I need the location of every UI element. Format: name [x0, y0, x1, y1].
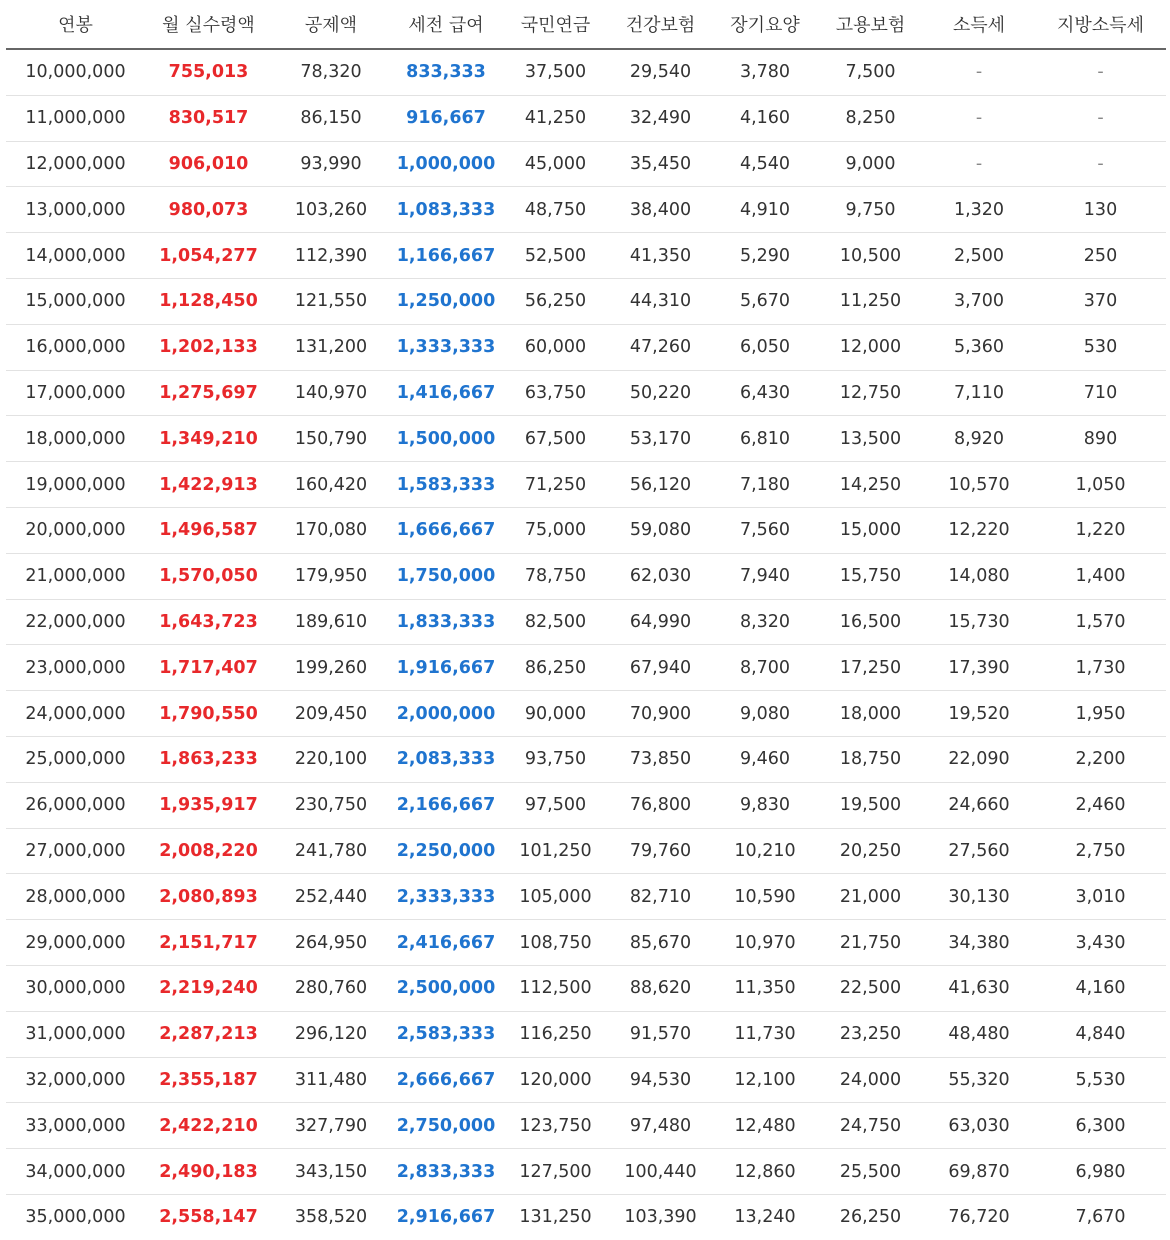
- local-income-tax-cell: 1,220: [1035, 507, 1166, 553]
- table-row: [6, 1057, 1166, 1103]
- monthly-net-pay-cell: 1,275,697: [145, 370, 272, 416]
- employment-insurance-cell: 15,000: [818, 507, 923, 553]
- long-term-care-cell: 12,860: [712, 1149, 818, 1195]
- local-income-tax-cell: 6,300: [1035, 1103, 1166, 1149]
- income-tax-cell: 22,090: [923, 736, 1035, 782]
- local-income-tax-cell: 4,840: [1035, 1011, 1166, 1057]
- gross-pay-cell: 2,583,333: [390, 1011, 502, 1057]
- local-income-tax-cell: 250: [1035, 233, 1166, 279]
- long-term-care-cell: 6,810: [712, 416, 818, 462]
- income-tax-cell: 7,110: [923, 370, 1035, 416]
- monthly-net-pay-cell: 2,008,220: [145, 828, 272, 874]
- long-term-care-cell: 4,540: [712, 141, 818, 187]
- local-income-tax-cell: -: [1035, 95, 1166, 141]
- gross-pay-cell: 1,500,000: [390, 416, 502, 462]
- table-header: [6, 0, 1166, 49]
- income-tax-cell: 34,380: [923, 920, 1035, 966]
- monthly-net-pay-cell: 2,355,187: [145, 1057, 272, 1103]
- monthly-net-pay-cell: 755,013: [145, 49, 272, 95]
- income-tax-cell: -: [923, 95, 1035, 141]
- header-annual-salary: 연봉: [6, 0, 145, 49]
- table-row: [6, 1011, 1166, 1057]
- gross-pay-cell: 1,000,000: [390, 141, 502, 187]
- income-tax-cell: 12,220: [923, 507, 1035, 553]
- deductions-cell: 93,990: [272, 141, 390, 187]
- deductions-cell: 241,780: [272, 828, 390, 874]
- monthly-net-pay-cell: 1,790,550: [145, 691, 272, 737]
- deductions-cell: 343,150: [272, 1149, 390, 1195]
- long-term-care-cell: 10,590: [712, 874, 818, 920]
- deductions-cell: 209,450: [272, 691, 390, 737]
- employment-insurance-cell: 8,250: [818, 95, 923, 141]
- health-insurance-cell: 73,850: [609, 736, 712, 782]
- deductions-cell: 131,200: [272, 324, 390, 370]
- national-pension-cell: 45,000: [502, 141, 609, 187]
- national-pension-cell: 60,000: [502, 324, 609, 370]
- table-row: [6, 416, 1166, 462]
- header-monthly-net-pay: 월 실수령액: [145, 0, 272, 49]
- table-row: [6, 95, 1166, 141]
- income-tax-cell: 30,130: [923, 874, 1035, 920]
- health-insurance-cell: 97,480: [609, 1103, 712, 1149]
- national-pension-cell: 116,250: [502, 1011, 609, 1057]
- gross-pay-cell: 1,250,000: [390, 278, 502, 324]
- annual-salary-cell: 29,000,000: [6, 920, 145, 966]
- table-row: [6, 736, 1166, 782]
- health-insurance-cell: 35,450: [609, 141, 712, 187]
- health-insurance-cell: 56,120: [609, 462, 712, 508]
- long-term-care-cell: 7,940: [712, 553, 818, 599]
- national-pension-cell: 78,750: [502, 553, 609, 599]
- annual-salary-cell: 11,000,000: [6, 95, 145, 141]
- gross-pay-cell: 2,416,667: [390, 920, 502, 966]
- employment-insurance-cell: 9,000: [818, 141, 923, 187]
- deductions-cell: 150,790: [272, 416, 390, 462]
- long-term-care-cell: 9,080: [712, 691, 818, 737]
- health-insurance-cell: 47,260: [609, 324, 712, 370]
- local-income-tax-cell: 4,160: [1035, 965, 1166, 1011]
- annual-salary-cell: 24,000,000: [6, 691, 145, 737]
- deductions-cell: 199,260: [272, 645, 390, 691]
- long-term-care-cell: 12,480: [712, 1103, 818, 1149]
- table-row: [6, 187, 1166, 233]
- health-insurance-cell: 82,710: [609, 874, 712, 920]
- annual-salary-cell: 16,000,000: [6, 324, 145, 370]
- monthly-net-pay-cell: 1,422,913: [145, 462, 272, 508]
- deductions-cell: 121,550: [272, 278, 390, 324]
- local-income-tax-cell: -: [1035, 49, 1166, 95]
- income-tax-cell: 48,480: [923, 1011, 1035, 1057]
- employment-insurance-cell: 16,500: [818, 599, 923, 645]
- gross-pay-cell: 1,833,333: [390, 599, 502, 645]
- deductions-cell: 78,320: [272, 49, 390, 95]
- table-row: [6, 874, 1166, 920]
- local-income-tax-cell: -: [1035, 141, 1166, 187]
- long-term-care-cell: 7,180: [712, 462, 818, 508]
- monthly-net-pay-cell: 2,558,147: [159, 1207, 258, 1228]
- long-term-care-cell: 3,780: [712, 49, 818, 95]
- gross-pay-cell: 1,666,667: [390, 507, 502, 553]
- local-income-tax-cell: 370: [1035, 278, 1166, 324]
- monthly-net-pay-cell: 1,643,723: [145, 599, 272, 645]
- local-income-tax-cell: 2,750: [1035, 828, 1166, 874]
- deductions-cell: 86,150: [272, 95, 390, 141]
- income-tax-cell: -: [923, 141, 1035, 187]
- employment-insurance-cell: 25,500: [818, 1149, 923, 1195]
- local-income-tax-cell: 1,570: [1035, 599, 1166, 645]
- annual-salary-cell: 33,000,000: [6, 1103, 145, 1149]
- national-pension-cell: 123,750: [502, 1103, 609, 1149]
- local-income-tax-cell: 890: [1035, 416, 1166, 462]
- employment-insurance-cell: 22,500: [818, 965, 923, 1011]
- deductions-cell: 252,440: [272, 874, 390, 920]
- health-insurance-cell: 67,940: [609, 645, 712, 691]
- annual-salary-cell: 12,000,000: [6, 141, 145, 187]
- employment-insurance-cell: 18,000: [818, 691, 923, 737]
- table-row: [6, 324, 1166, 370]
- health-insurance-cell: 29,540: [609, 49, 712, 95]
- monthly-net-pay-cell: 1,128,450: [145, 278, 272, 324]
- income-tax-cell: 10,570: [923, 462, 1035, 508]
- employment-insurance-cell: 18,750: [818, 736, 923, 782]
- employment-insurance-cell: 20,250: [818, 828, 923, 874]
- annual-salary-cell: 32,000,000: [6, 1057, 145, 1103]
- long-term-care-cell: 5,670: [712, 278, 818, 324]
- income-tax-cell: 14,080: [923, 553, 1035, 599]
- local-income-tax-cell: 6,980: [1035, 1149, 1166, 1195]
- employment-insurance-cell: 14,250: [818, 462, 923, 508]
- national-pension-cell: 97,500: [502, 782, 609, 828]
- health-insurance-cell: 44,310: [609, 278, 712, 324]
- employment-insurance-cell: 13,500: [818, 416, 923, 462]
- gross-pay-cell: 1,416,667: [390, 370, 502, 416]
- national-pension-cell: 71,250: [502, 462, 609, 508]
- gross-pay-cell: 2,500,000: [390, 965, 502, 1011]
- header-income-tax: 소득세: [923, 0, 1035, 49]
- long-term-care-cell: 10,970: [712, 920, 818, 966]
- deductions-cell: 189,610: [272, 599, 390, 645]
- annual-salary-cell: 26,000,000: [6, 782, 145, 828]
- income-tax-cell: 19,520: [923, 691, 1035, 737]
- local-income-tax-cell: 3,430: [1035, 920, 1166, 966]
- income-tax-cell: 17,390: [923, 645, 1035, 691]
- header-row: [6, 0, 1166, 49]
- income-tax-cell: 3,700: [923, 278, 1035, 324]
- income-tax-cell: 69,870: [923, 1149, 1035, 1195]
- header-deductions: 공제액: [272, 0, 390, 49]
- national-pension-cell: 82,500: [502, 599, 609, 645]
- table-row: [6, 1103, 1166, 1149]
- national-pension-cell: 75,000: [502, 507, 609, 553]
- long-term-care-cell: 11,730: [712, 1011, 818, 1057]
- annual-salary-cell: 35,000,000: [25, 1207, 126, 1228]
- annual-salary-cell: 17,000,000: [6, 370, 145, 416]
- income-tax-cell: 55,320: [923, 1057, 1035, 1103]
- gross-pay-cell: 2,750,000: [390, 1103, 502, 1149]
- monthly-net-pay-cell: 1,717,407: [145, 645, 272, 691]
- header-national-pension: 국민연금: [502, 0, 609, 49]
- annual-salary-cell: 20,000,000: [6, 507, 145, 553]
- employment-insurance-cell: 21,750: [818, 920, 923, 966]
- annual-salary-cell: 27,000,000: [6, 828, 145, 874]
- employment-insurance-cell: 12,000: [818, 324, 923, 370]
- income-tax-cell: 2,500: [923, 233, 1035, 279]
- local-income-tax-cell: 1,730: [1035, 645, 1166, 691]
- monthly-net-pay-cell: 2,151,717: [145, 920, 272, 966]
- long-term-care-cell: 12,100: [712, 1057, 818, 1103]
- deductions-cell: 170,080: [272, 507, 390, 553]
- local-income-tax-cell: 1,950: [1035, 691, 1166, 737]
- table-row: [6, 920, 1166, 966]
- table-row: [6, 782, 1166, 828]
- gross-pay-cell: 2,000,000: [390, 691, 502, 737]
- gross-pay-cell: 1,083,333: [390, 187, 502, 233]
- annual-salary-cell: 19,000,000: [6, 462, 145, 508]
- national-pension-cell: 93,750: [502, 736, 609, 782]
- deductions-cell: 112,390: [272, 233, 390, 279]
- annual-salary-cell: 18,000,000: [6, 416, 145, 462]
- header-health-insurance: 건강보험: [609, 0, 712, 49]
- local-income-tax-cell: 130: [1035, 187, 1166, 233]
- annual-salary-cell: 10,000,000: [6, 49, 145, 95]
- employment-insurance-cell: 24,750: [818, 1103, 923, 1149]
- employment-insurance-cell: 19,500: [818, 782, 923, 828]
- income-tax-cell: 8,920: [923, 416, 1035, 462]
- local-income-tax-cell: 7,670: [1075, 1207, 1126, 1228]
- long-term-care-cell: 4,910: [712, 187, 818, 233]
- employment-insurance-cell: 10,500: [818, 233, 923, 279]
- table-row: [6, 645, 1166, 691]
- header-local-income-tax: 지방소득세: [1035, 0, 1166, 49]
- national-pension-cell: 48,750: [502, 187, 609, 233]
- long-term-care-cell: 6,430: [712, 370, 818, 416]
- local-income-tax-cell: 3,010: [1035, 874, 1166, 920]
- local-income-tax-cell: 710: [1035, 370, 1166, 416]
- header-gross-pay: 세전 급여: [390, 0, 502, 49]
- annual-salary-cell: 23,000,000: [6, 645, 145, 691]
- deductions-cell: 160,420: [272, 462, 390, 508]
- gross-pay-cell: 1,750,000: [390, 553, 502, 599]
- long-term-care-cell: 11,350: [712, 965, 818, 1011]
- national-pension-cell: 52,500: [502, 233, 609, 279]
- long-term-care-cell: 6,050: [712, 324, 818, 370]
- health-insurance-cell: 91,570: [609, 1011, 712, 1057]
- national-pension-cell: 63,750: [502, 370, 609, 416]
- table-row: [6, 828, 1166, 874]
- annual-salary-cell: 31,000,000: [6, 1011, 145, 1057]
- long-term-care-cell: 9,460: [712, 736, 818, 782]
- employment-insurance-cell: 21,000: [818, 874, 923, 920]
- gross-pay-cell: 2,833,333: [390, 1149, 502, 1195]
- gross-pay-cell: 2,166,667: [390, 782, 502, 828]
- local-income-tax-cell: 530: [1035, 324, 1166, 370]
- annual-salary-cell: 14,000,000: [6, 233, 145, 279]
- health-insurance-cell: 41,350: [609, 233, 712, 279]
- employment-insurance-cell: 23,250: [818, 1011, 923, 1057]
- national-pension-cell: 56,250: [502, 278, 609, 324]
- annual-salary-cell: 30,000,000: [6, 965, 145, 1011]
- health-insurance-cell: 50,220: [609, 370, 712, 416]
- health-insurance-cell: 38,400: [609, 187, 712, 233]
- table-row: [6, 1149, 1166, 1195]
- health-insurance-cell: 85,670: [609, 920, 712, 966]
- health-insurance-cell: 100,440: [609, 1149, 712, 1195]
- annual-salary-cell: 22,000,000: [6, 599, 145, 645]
- table-row: [6, 141, 1166, 187]
- table-row: [6, 691, 1166, 737]
- employment-insurance-cell: 12,750: [818, 370, 923, 416]
- health-insurance-cell: 76,800: [609, 782, 712, 828]
- local-income-tax-cell: 1,400: [1035, 553, 1166, 599]
- long-term-care-cell: 8,320: [712, 599, 818, 645]
- table-row: [6, 49, 1166, 95]
- gross-pay-cell: 2,916,667: [396, 1207, 496, 1228]
- table-row: [6, 599, 1166, 645]
- income-tax-cell: 15,730: [923, 599, 1035, 645]
- national-pension-cell: 90,000: [502, 691, 609, 737]
- income-tax-cell: -: [923, 49, 1035, 95]
- monthly-net-pay-cell: 2,219,240: [145, 965, 272, 1011]
- long-term-care-cell: 13,240: [734, 1207, 796, 1228]
- national-pension-cell: 86,250: [502, 645, 609, 691]
- national-pension-cell: 101,250: [502, 828, 609, 874]
- national-pension-cell: 127,500: [502, 1149, 609, 1195]
- local-income-tax-cell: 5,530: [1035, 1057, 1166, 1103]
- health-insurance-cell: 94,530: [609, 1057, 712, 1103]
- table-row: [6, 507, 1166, 553]
- monthly-net-pay-cell: 1,349,210: [145, 416, 272, 462]
- employment-insurance-cell: 26,250: [839, 1207, 902, 1228]
- monthly-net-pay-cell: 2,287,213: [145, 1011, 272, 1057]
- table-row: [6, 278, 1166, 324]
- table-row: [6, 553, 1166, 599]
- table-row: [6, 370, 1166, 416]
- national-pension-cell: 131,250: [519, 1207, 592, 1228]
- health-insurance-cell: 62,030: [609, 553, 712, 599]
- national-pension-cell: 108,750: [502, 920, 609, 966]
- long-term-care-cell: 10,210: [712, 828, 818, 874]
- gross-pay-cell: 916,667: [390, 95, 502, 141]
- local-income-tax-cell: 1,050: [1035, 462, 1166, 508]
- long-term-care-cell: 9,830: [712, 782, 818, 828]
- monthly-net-pay-cell: 1,570,050: [145, 553, 272, 599]
- gross-pay-cell: 1,583,333: [390, 462, 502, 508]
- health-insurance-cell: 88,620: [609, 965, 712, 1011]
- national-pension-cell: 37,500: [502, 49, 609, 95]
- income-tax-cell: 63,030: [923, 1103, 1035, 1149]
- health-insurance-cell: 53,170: [609, 416, 712, 462]
- annual-salary-cell: 28,000,000: [6, 874, 145, 920]
- long-term-care-cell: 8,700: [712, 645, 818, 691]
- health-insurance-cell: 103,390: [624, 1207, 697, 1228]
- deductions-cell: 311,480: [272, 1057, 390, 1103]
- deductions-cell: 280,760: [272, 965, 390, 1011]
- long-term-care-cell: 4,160: [712, 95, 818, 141]
- national-pension-cell: 105,000: [502, 874, 609, 920]
- monthly-net-pay-cell: 1,496,587: [145, 507, 272, 553]
- deductions-cell: 103,260: [272, 187, 390, 233]
- monthly-net-pay-cell: 2,422,210: [145, 1103, 272, 1149]
- monthly-net-pay-cell: 1,054,277: [145, 233, 272, 279]
- gross-pay-cell: 1,333,333: [390, 324, 502, 370]
- gross-pay-cell: 2,083,333: [390, 736, 502, 782]
- health-insurance-cell: 79,760: [609, 828, 712, 874]
- employment-insurance-cell: 17,250: [818, 645, 923, 691]
- gross-pay-cell: 1,916,667: [390, 645, 502, 691]
- monthly-net-pay-cell: 980,073: [145, 187, 272, 233]
- local-income-tax-cell: 2,200: [1035, 736, 1166, 782]
- health-insurance-cell: 59,080: [609, 507, 712, 553]
- income-tax-cell: 41,630: [923, 965, 1035, 1011]
- monthly-net-pay-cell: 830,517: [145, 95, 272, 141]
- monthly-net-pay-cell: 1,863,233: [145, 736, 272, 782]
- table-row: [6, 233, 1166, 279]
- income-tax-cell: 76,720: [948, 1207, 1010, 1228]
- national-pension-cell: 41,250: [502, 95, 609, 141]
- gross-pay-cell: 2,333,333: [390, 874, 502, 920]
- deductions-cell: 220,100: [272, 736, 390, 782]
- health-insurance-cell: 64,990: [609, 599, 712, 645]
- deductions-cell: 264,950: [272, 920, 390, 966]
- salary-table: [6, 0, 1166, 1240]
- monthly-net-pay-cell: 906,010: [145, 141, 272, 187]
- deductions-cell: 327,790: [272, 1103, 390, 1149]
- local-income-tax-cell: 2,460: [1035, 782, 1166, 828]
- employment-insurance-cell: 11,250: [818, 278, 923, 324]
- deductions-cell: 296,120: [272, 1011, 390, 1057]
- health-insurance-cell: 70,900: [609, 691, 712, 737]
- income-tax-cell: 5,360: [923, 324, 1035, 370]
- annual-salary-cell: 25,000,000: [6, 736, 145, 782]
- national-pension-cell: 112,500: [502, 965, 609, 1011]
- employment-insurance-cell: 15,750: [818, 553, 923, 599]
- deductions-cell: 179,950: [272, 553, 390, 599]
- deductions-cell: 358,520: [294, 1207, 368, 1228]
- gross-pay-cell: 833,333: [390, 49, 502, 95]
- annual-salary-cell: 13,000,000: [6, 187, 145, 233]
- long-term-care-cell: 7,560: [712, 507, 818, 553]
- header-employment-insurance: 고용보험: [818, 0, 923, 49]
- monthly-net-pay-cell: 2,080,893: [145, 874, 272, 920]
- long-term-care-cell: 5,290: [712, 233, 818, 279]
- annual-salary-cell: 15,000,000: [6, 278, 145, 324]
- national-pension-cell: 67,500: [502, 416, 609, 462]
- monthly-net-pay-cell: 1,935,917: [145, 782, 272, 828]
- annual-salary-cell: 21,000,000: [6, 553, 145, 599]
- income-tax-cell: 1,320: [923, 187, 1035, 233]
- national-pension-cell: 120,000: [502, 1057, 609, 1103]
- deductions-cell: 140,970: [272, 370, 390, 416]
- health-insurance-cell: 32,490: [609, 95, 712, 141]
- gross-pay-cell: 2,666,667: [390, 1057, 502, 1103]
- header-long-term-care: 장기요양: [712, 0, 818, 49]
- table-row: [6, 965, 1166, 1011]
- monthly-net-pay-cell: 2,490,183: [145, 1149, 272, 1195]
- income-tax-cell: 27,560: [923, 828, 1035, 874]
- monthly-net-pay-cell: 1,202,133: [145, 324, 272, 370]
- annual-salary-cell: 34,000,000: [6, 1149, 145, 1195]
- gross-pay-cell: 2,250,000: [390, 828, 502, 874]
- deductions-cell: 230,750: [272, 782, 390, 828]
- employment-insurance-cell: 9,750: [818, 187, 923, 233]
- income-tax-cell: 24,660: [923, 782, 1035, 828]
- gross-pay-cell: 1,166,667: [390, 233, 502, 279]
- employment-insurance-cell: 7,500: [818, 49, 923, 95]
- employment-insurance-cell: 24,000: [818, 1057, 923, 1103]
- table-row: [6, 462, 1166, 508]
- table-body: [6, 49, 1166, 1240]
